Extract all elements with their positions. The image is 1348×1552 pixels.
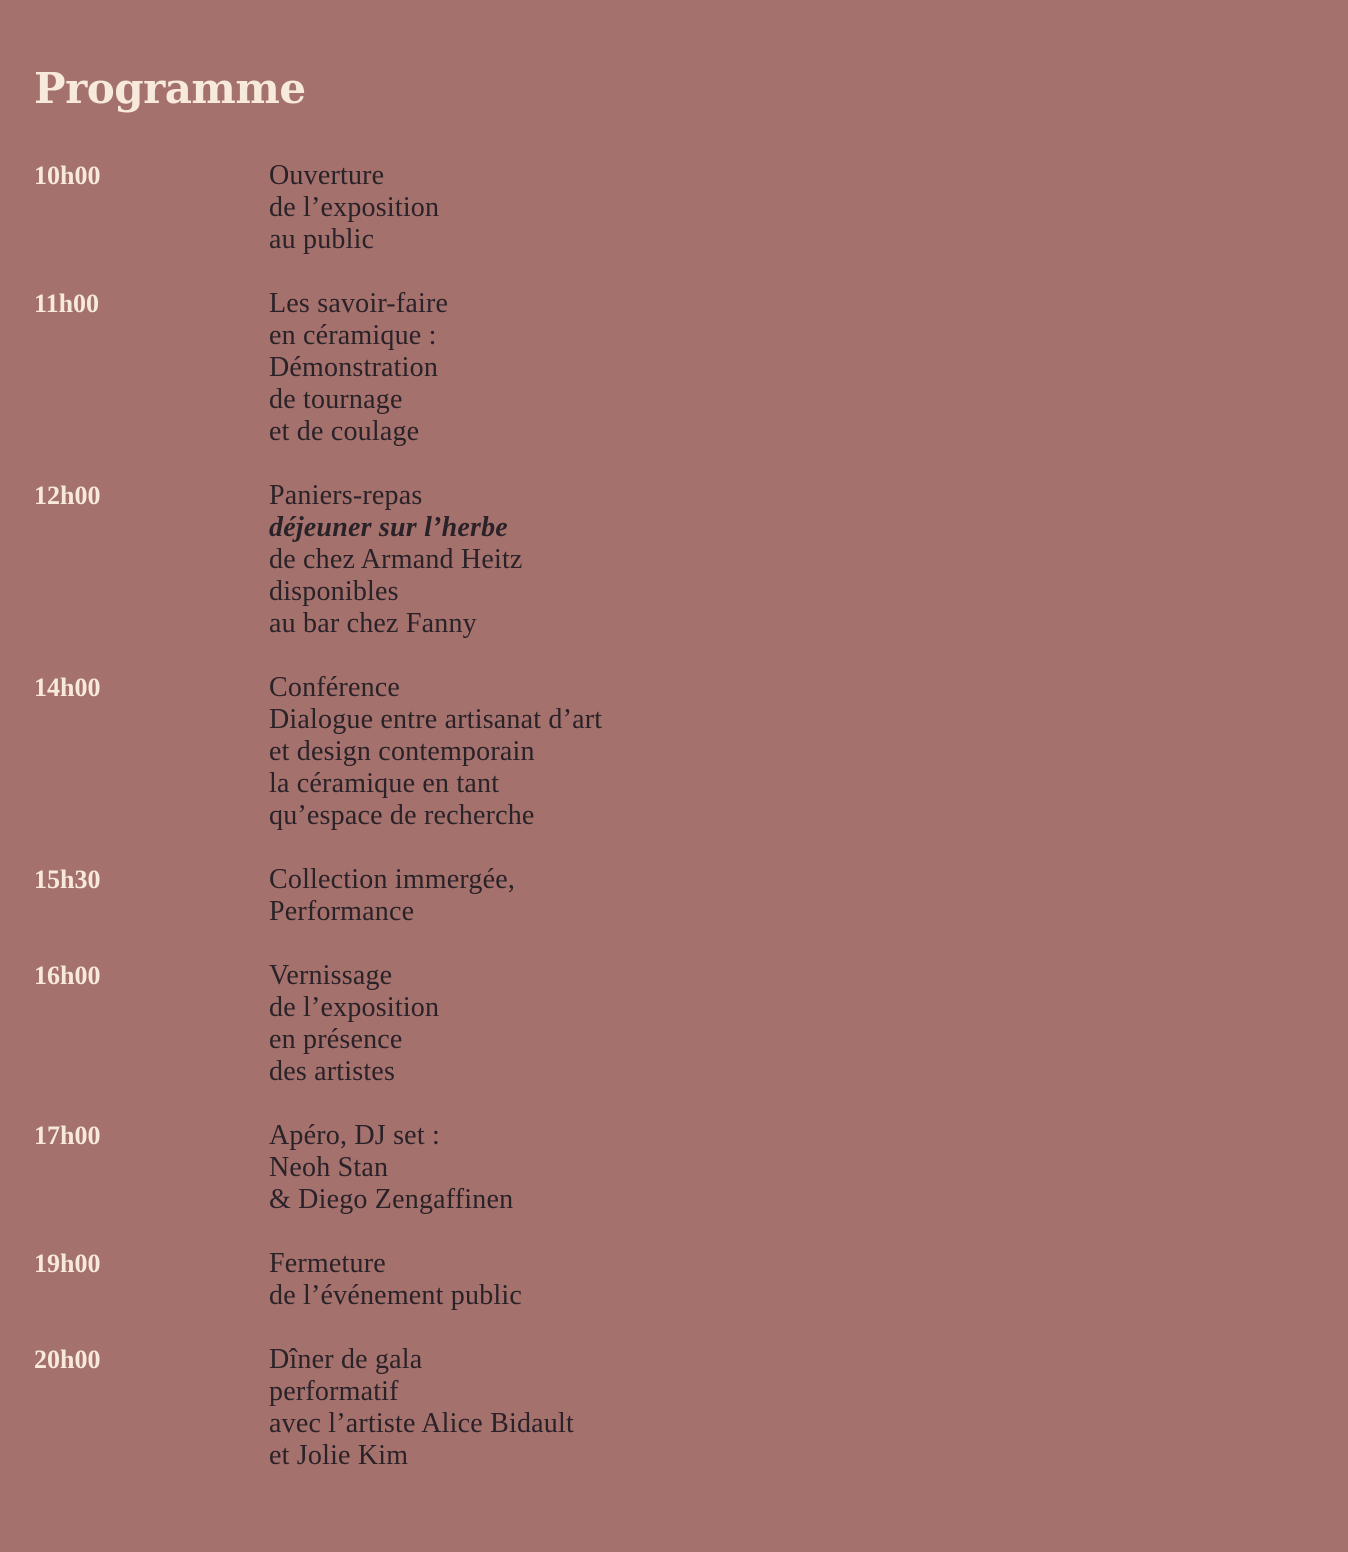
event-description-line: en présence — [269, 1024, 403, 1055]
event-description-line: Dialogue entre artisanat d’art — [269, 704, 603, 735]
event-description — [269, 288, 969, 448]
event-description-line: en céramique : — [269, 320, 437, 351]
event-time: 14h00 — [34, 673, 101, 702]
page-title: Programme — [34, 64, 306, 113]
event-description-line: de l’exposition — [269, 992, 440, 1023]
event-description-line: des artistes — [269, 1056, 396, 1087]
event-time: 16h00 — [34, 961, 101, 990]
event-description — [269, 672, 969, 832]
event-time: 17h00 — [34, 1121, 101, 1150]
event-description-line: de l’exposition — [269, 192, 440, 223]
event-description-line: Paniers-repas — [269, 480, 423, 511]
event-description-line: Collection immergée, — [269, 864, 516, 895]
event-description — [269, 1120, 969, 1216]
event-description-line: de tournage — [269, 384, 403, 415]
event-description — [269, 1248, 969, 1312]
event-description-line: disponibles — [269, 576, 399, 607]
event-description-line: Neoh Stan — [269, 1152, 389, 1183]
event-description-line: et Jolie Kim — [269, 1440, 409, 1471]
event-description-line: & Diego Zengaffinen — [269, 1184, 514, 1215]
event-description-line: Dîner de gala — [269, 1344, 423, 1375]
event-time: 11h00 — [34, 289, 100, 318]
event-description-line: Les savoir-faire — [269, 288, 449, 319]
event-time: 12h00 — [34, 481, 101, 510]
event-description-line: avec l’artiste Alice Bidault — [269, 1408, 574, 1439]
event-description-line: au bar chez Fanny — [269, 608, 477, 639]
event-description — [269, 1344, 969, 1472]
event-description — [269, 864, 969, 928]
event-description-line: qu’espace de recherche — [269, 800, 535, 831]
event-time: 19h00 — [34, 1249, 101, 1278]
event-description-line: Fermeture — [269, 1248, 386, 1279]
event-description-line: au public — [269, 224, 375, 255]
event-description-line: déjeuner sur l’herbe — [269, 512, 508, 543]
event-description-line: Apéro, DJ set : — [269, 1120, 440, 1151]
event-description — [269, 160, 969, 256]
event-description-line: Ouverture — [269, 160, 385, 191]
event-time: 15h30 — [34, 865, 101, 894]
event-description — [269, 480, 969, 640]
event-description-line: de l’événement public — [269, 1280, 522, 1311]
event-description-line: de chez Armand Heitz — [269, 544, 523, 575]
event-description — [269, 960, 969, 1088]
event-time: 20h00 — [34, 1345, 101, 1374]
event-description-line: performatif — [269, 1376, 399, 1407]
event-description-line: Conférence — [269, 672, 401, 703]
event-description-line: Performance — [269, 896, 415, 927]
event-description-line: la céramique en tant — [269, 768, 500, 799]
event-time: 10h00 — [34, 161, 101, 190]
event-description-line: Démonstration — [269, 352, 439, 383]
event-description-line: Vernissage — [269, 960, 393, 991]
event-description-line: et design contemporain — [269, 736, 535, 767]
event-description-line: et de coulage — [269, 416, 420, 447]
